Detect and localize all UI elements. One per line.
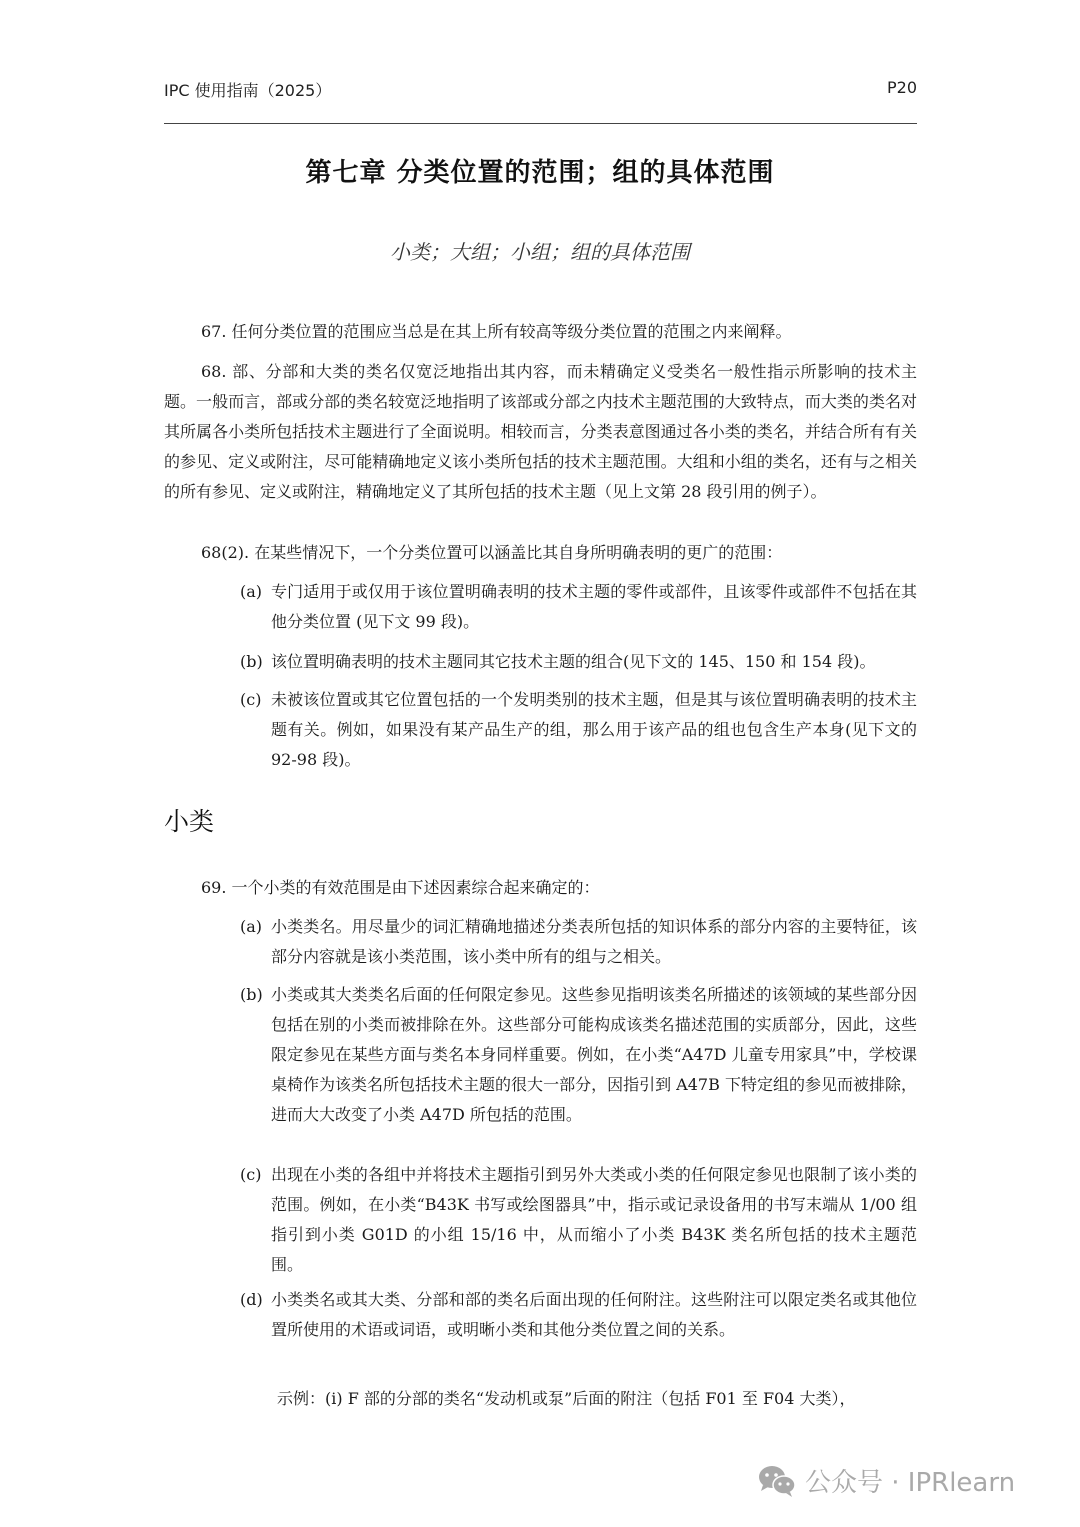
- list-text: 小类或其大类类名后面的任何限定参见。这些参见指明该类名所描述的该领域的某些部分因包括在别的小类而被排除在外。这些部分可能构成该类名描述范围的实质部分，因此，这些限定参见在某些方面与类名本身同样重要。例如，在小类“A47D 儿童专用家具”中，学校课桌椅作为该类名所包括技术主题的很大一部分，因指引到 A47B 下特定组的参见而被排除，进而大大改变了小类 A47D 所包括的范围。: [271, 985, 917, 1124]
- list-label: (d): [240, 1290, 263, 1309]
- chapter-subtitle: 小类；大组；小组；组的具体范围: [390, 240, 690, 264]
- paragraph-68: 68. 部、分部和大类的类名仅宽泛地指出其内容，而未精确定义受类名一般性指示所影响的技术主题。一般而言，部或分部的类名较宽泛地指明了该部或分部之内技术主题范围的大致特点，而大类的类名对其所属各小类所包括技术主题进行了全面说明。相较而言，分类表意图通过各小类的类名，并结合所有有关的参见、定义或附注，尽可能精确地定义该小类所包括的技术主题范围。大组和小组的类名，还有与之相关的所有参见、定义或附注，精确地定义了其所包括的技术主题（见上文第 28 段引用的例子）。: [164, 362, 917, 501]
- paragraph-67: 67. 任何分类位置的范围应当总是在其上所有较高等级分类位置的范围之内来阐释。: [201, 322, 792, 341]
- chapter-title: 第七章 分类位置的范围；组的具体范围: [305, 158, 775, 188]
- paragraph-68-2: 68(2). 在某些情况下，一个分类位置可以涵盖比其自身所明确表明的更广的范围：: [201, 543, 783, 562]
- list-text: 该位置明确表明的技术主题同其它技术主题的组合(见下文的 145、150 和 154 段)。: [271, 652, 876, 671]
- list-item-68-2-c: [240, 685, 917, 775]
- list-text: 出现在小类的各组中并将技术主题指引到另外大类或小类的任何限定参见也限制了该小类的范围。例如，在小类“B43K 书写或绘图器具”中，指示或记录设备用的书写末端从 1/00 组指引到小类 G01D 的小组 15/16 中，从而缩小了小类 B43K 类名所包括的技术主题范围。: [271, 1165, 917, 1274]
- header-divider: [164, 123, 917, 124]
- list-item-68-2-a: [240, 577, 917, 637]
- list-text: 小类类名或其大类、分部和部的类名后面出现的任何附注。这些附注可以限定类名或其他位置所使用的术语或词语，或明晰小类和其他分类位置之间的关系。: [271, 1290, 917, 1339]
- watermark: [757, 1462, 1015, 1499]
- list-item-68-2-b: [240, 647, 917, 677]
- page-header: [164, 76, 917, 102]
- list-item-69-a: [240, 912, 917, 972]
- list-label: (b): [240, 985, 263, 1004]
- page-number: P20: [886, 78, 917, 97]
- wechat-icon: [757, 1464, 797, 1498]
- list-label: (c): [240, 690, 262, 709]
- example-text: 示例：(i) F 部的分部的类名“发动机或泵”后面的附注（包括 F01 至 F04 大类），: [277, 1389, 856, 1408]
- list-text: 小类类名。用尽量少的词汇精确地描述分类表所包括的知识体系的部分内容的主要特征，该部分内容就是该小类范围，该小类中所有的组与之相关。: [271, 917, 917, 966]
- list-label: (a): [240, 917, 263, 936]
- list-item-69-c: [240, 1160, 917, 1280]
- document-title: IPC 使用指南（2025）: [164, 81, 332, 100]
- list-label: (a): [240, 582, 263, 601]
- list-label: (c): [240, 1165, 262, 1184]
- list-item-69-d: [240, 1285, 917, 1345]
- watermark-text: 公众号 · IPRlearn: [805, 1468, 1016, 1498]
- list-text: 未被该位置或其它位置包括的一个发明类别的技术主题，但是其与该位置明确表明的技术主题有关。例如，如果没有某产品生产的组，那么用于该产品的组也包含生产本身(见下文的 92-98 段)。: [271, 690, 917, 769]
- list-item-69-b: [240, 980, 917, 1130]
- section-heading-subclass: 小类: [164, 807, 215, 836]
- list-text: 专门适用于或仅用于该位置明确表明的技术主题的零件或部件，且该零件或部件不包括在其他分类位置 (见下文 99 段)。: [271, 582, 917, 631]
- list-label: (b): [240, 652, 263, 671]
- paragraph-69: 69. 一个小类的有效范围是由下述因素综合起来确定的：: [201, 878, 600, 897]
